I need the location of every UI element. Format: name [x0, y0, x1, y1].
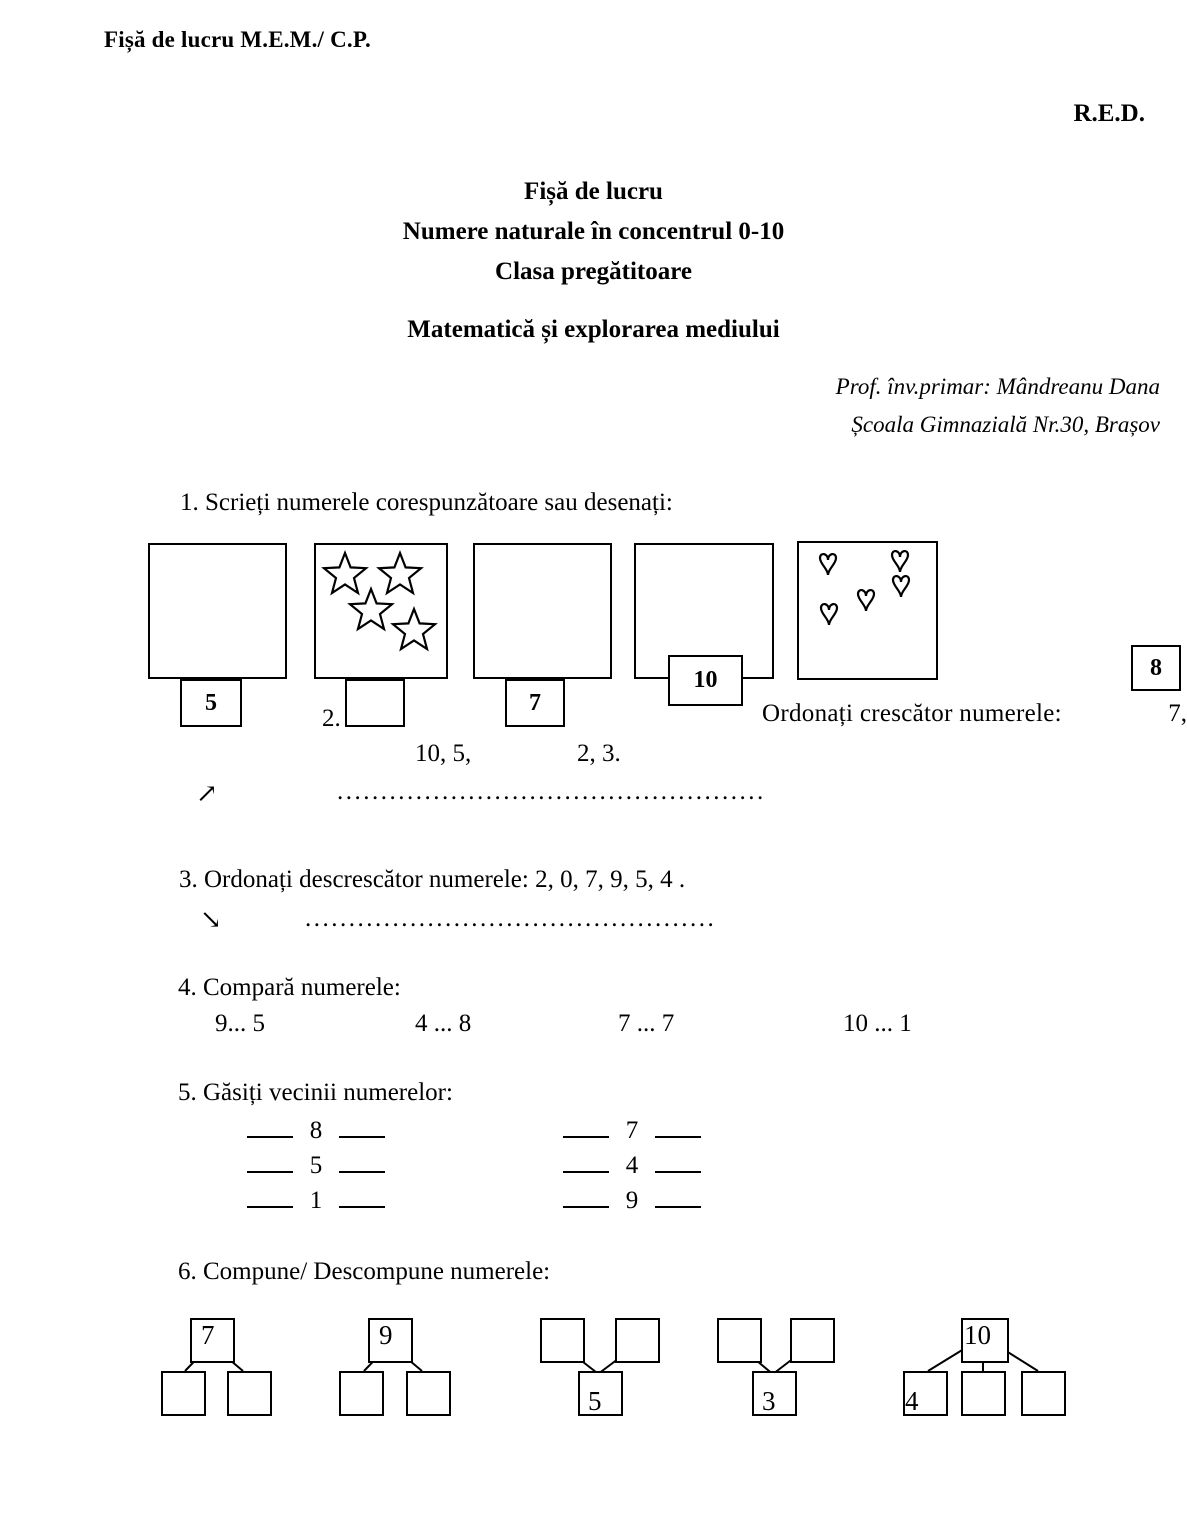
heart-group — [799, 543, 936, 678]
ex1-answer-box-3[interactable]: 7 — [505, 679, 565, 727]
ex5-blank-after[interactable] — [339, 1189, 385, 1208]
heart-icon-set — [820, 551, 909, 625]
ex2-numbers-line-1: 7, — [1168, 700, 1187, 727]
ex6-g2-child-2[interactable] — [406, 1371, 451, 1416]
title-line-4: Matematică și explorarea mediului — [407, 316, 780, 343]
ex6-g4-top-label: 3 — [762, 1386, 776, 1416]
ex5-blank-after[interactable] — [339, 1154, 385, 1173]
ex2-answer-dotted-line[interactable]: ................................................. — [337, 778, 766, 805]
ex5-number: 5 — [309, 1152, 323, 1179]
exercise-6-label: 6. Compune/ Descompune numerele: — [178, 1258, 551, 1285]
page-title — [0, 172, 1187, 350]
author-school: Școala Gimnazială Nr.30, Brașov — [851, 412, 1160, 437]
ex1-answer-box-4[interactable]: 10 — [668, 655, 743, 706]
exercise-1-label: 1. Scrieți numerele corespunzătoare sau desenați: — [180, 489, 673, 516]
exercise-3-label: 3. Ordonați descrescător numerele: 2, 0, 7, 9, 5, 4 . — [179, 866, 686, 893]
ex5-number: 9 — [625, 1187, 639, 1214]
ex5-left-row-3 — [247, 1187, 385, 1215]
ex5-number: 8 — [309, 1117, 323, 1144]
ex6-g5-child-1-label: 4 — [905, 1386, 919, 1416]
exercise-2-label: Ordonați crescător numerele: — [762, 700, 1062, 727]
ex5-right-row-3 — [563, 1187, 701, 1215]
title-line-2: Numere naturale în concentrul 0-10 — [402, 218, 785, 245]
ex5-blank-before[interactable] — [247, 1119, 293, 1138]
ex4-pair-3[interactable]: 7 ... 7 — [618, 1010, 675, 1037]
ex5-number: 4 — [625, 1152, 639, 1179]
ex1-picture-box-1[interactable] — [148, 543, 287, 679]
ex6-g1-child-2[interactable] — [227, 1371, 272, 1416]
ex1-picture-box-5[interactable] — [797, 541, 938, 680]
ex5-blank-after[interactable] — [655, 1154, 701, 1173]
ex6-g5-child-2[interactable] — [961, 1371, 1006, 1416]
arrow-up-right-icon: ↗ — [196, 779, 218, 808]
title-line-1: Fișă de lucru — [524, 178, 663, 205]
star-group — [316, 545, 446, 677]
exercise-4-label: 4. Compară numerele: — [178, 974, 401, 1001]
document-header-left: Fișă de lucru M.E.M./ C.P. — [104, 27, 371, 52]
ex5-left-row-1 — [247, 1117, 385, 1145]
ex5-blank-after[interactable] — [339, 1119, 385, 1138]
exercise-5-label: 5. Găsiți vecinii numerelor: — [178, 1079, 453, 1106]
ex6-g4-child-2[interactable] — [790, 1318, 835, 1363]
author-name: Prof. înv.primar: Mândreanu Dana — [835, 374, 1160, 399]
ex4-pair-1[interactable]: 9... 5 — [215, 1010, 265, 1037]
ex5-blank-before[interactable] — [247, 1189, 293, 1208]
ex5-blank-after[interactable] — [655, 1189, 701, 1208]
ex6-g2-top-label: 9 — [379, 1320, 393, 1350]
ex5-blank-before[interactable] — [247, 1154, 293, 1173]
ex2-numbers-line-2a: 10, 5, — [415, 740, 472, 767]
ex1-picture-box-3[interactable] — [473, 543, 612, 679]
ex6-g5-top-label: 10 — [964, 1320, 991, 1350]
ex6-g4-child-1[interactable] — [717, 1318, 762, 1363]
ex6-g3-child-2[interactable] — [615, 1318, 660, 1363]
ex5-number: 7 — [625, 1117, 639, 1144]
ex1-picture-box-2[interactable] — [314, 543, 448, 679]
ex5-blank-before[interactable] — [563, 1154, 609, 1173]
ex5-right-row-2 — [563, 1152, 701, 1180]
arrow-down-right-icon: ↘ — [200, 905, 222, 934]
ex5-blank-before[interactable] — [563, 1189, 609, 1208]
ex6-g5-child-3[interactable] — [1021, 1371, 1066, 1416]
document-header-right: R.E.D. — [1073, 100, 1145, 127]
ex3-answer-dotted-line[interactable]: ............................................... — [305, 905, 717, 932]
ex2-float-box-8[interactable]: 8 — [1131, 645, 1181, 691]
ex6-g2-child-1[interactable] — [339, 1371, 384, 1416]
ex1-answer-box-1[interactable]: 5 — [180, 679, 242, 727]
ex5-blank-before[interactable] — [563, 1119, 609, 1138]
ex5-number: 1 — [309, 1187, 323, 1214]
ex5-left-row-2 — [247, 1152, 385, 1180]
ex4-pair-4[interactable]: 10 ... 1 — [843, 1010, 912, 1037]
ex2-numbers-line-2b: 2, 3. — [577, 740, 621, 767]
star-icon-set — [324, 553, 435, 649]
title-line-3: Clasa pregătitoare — [495, 258, 692, 285]
ex6-g1-top-label: 7 — [201, 1320, 215, 1350]
ex5-blank-after[interactable] — [655, 1119, 701, 1138]
ex5-right-row-1 — [563, 1117, 701, 1145]
author-block — [0, 368, 1160, 444]
ex2-list-number: 2. — [322, 705, 341, 732]
ex6-g3-child-1[interactable] — [540, 1318, 585, 1363]
ex4-pair-2[interactable]: 4 ... 8 — [415, 1010, 472, 1037]
ex6-g3-top-label: 5 — [588, 1386, 602, 1416]
ex6-g1-child-1[interactable] — [161, 1371, 206, 1416]
